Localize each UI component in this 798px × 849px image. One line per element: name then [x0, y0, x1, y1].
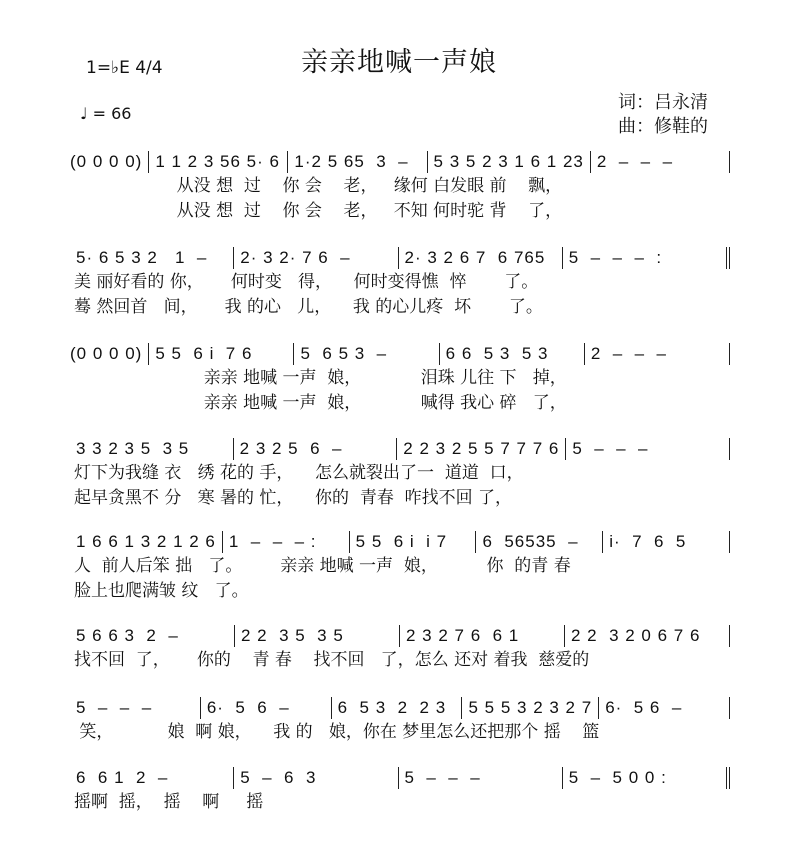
measure: 5 5 6 i i 7: [350, 531, 477, 553]
measure: 6 6 1 2 –: [70, 767, 234, 789]
measure: 2 – – –: [591, 151, 730, 173]
notation-line: [70, 624, 730, 648]
lyric-line: 人 前人后笨 拙 了。 亲亲 地喊 一声 娘， 你 的青 春: [74, 556, 571, 576]
notation-line: [70, 696, 730, 720]
lyric-line: 找不回 了， 你的 青 春 找不回 了，怎么 还对 着我 慈爱的: [74, 650, 590, 670]
notation-line: [70, 530, 730, 554]
lyric-line: 起早贪黑不 分 寒 暑的 忙， 你的 青春 咋找不回 了，: [74, 488, 513, 508]
measure: 5 5 5 3 2 3 2 7: [462, 697, 599, 719]
lyricist-credit: 词：吕永清: [618, 92, 708, 113]
song-title: 亲亲地喊一声娘: [301, 47, 497, 78]
measure: 5 6 5 3 –: [294, 343, 439, 365]
lyric-line: 亲亲 地喊 一声 娘， 泪珠 儿往 下 掉，: [74, 368, 567, 388]
score-system: [70, 624, 730, 673]
measure: 5 – 6 3: [234, 767, 398, 789]
measure: 2 3 2 5 6 –: [234, 438, 398, 460]
notation-line: [70, 246, 730, 270]
score-system: [70, 246, 730, 320]
key-signature: 1=♭E 4/4: [86, 58, 163, 78]
measure: 6 6 5 3 5 3: [440, 343, 585, 365]
score-system: [70, 530, 730, 604]
measure: 6 5 3 2 2 3: [332, 697, 463, 719]
measure: 5 5 6 i 7 6: [149, 343, 294, 365]
measure: 2· 3 2 6 7 6 765: [399, 247, 563, 269]
score-system: [70, 766, 730, 815]
notation-line: [70, 342, 730, 366]
composer-credit: 曲：修鞋的: [618, 116, 708, 137]
measure: 6· 5 6 –: [599, 697, 730, 719]
notation-line: [70, 437, 730, 461]
notation-line: [70, 150, 730, 174]
measure: 5 – – –: [70, 697, 201, 719]
measure: 5 – – –: [566, 438, 730, 460]
measure: 2 2 3 5 3 5: [235, 625, 400, 647]
tempo-marking: ♩ = 66: [80, 104, 132, 123]
measure: 2 – – –: [585, 343, 730, 365]
measure: 5 3 5 2 3 1 6 1 23: [428, 151, 591, 173]
measure: 5 – – –: [399, 767, 563, 789]
lyric-line: 脸上也爬满皱 纹 了。: [74, 581, 249, 601]
measure: 1 6 6 1 3 2 1 2 6: [70, 531, 223, 553]
measure: (0 0 0 0): [70, 151, 149, 173]
measure: 5 – – – :: [563, 247, 730, 269]
measure: 2 2 3 2 5 5 7 7 7 6: [397, 438, 566, 460]
score-system: [70, 437, 730, 511]
measure: 3 3 2 3 5 3 5: [70, 438, 234, 460]
measure: 6 56535 –: [476, 531, 603, 553]
score-system: [70, 696, 730, 745]
notation-line: [70, 766, 730, 790]
lyric-line: 美 丽好看的 你， 何时变 得， 何时变得憔 悴 了。: [74, 272, 539, 292]
measure: i· 7 6 5: [603, 531, 730, 553]
measure: 6· 5 6 –: [201, 697, 332, 719]
measure: 5 – 5 0 0 :: [563, 767, 730, 789]
lyric-line: 蓦 然回首 间， 我 的心 儿， 我 的心儿疼 坏 了。: [74, 297, 543, 317]
lyric-line: 摇啊 摇， 摇 啊 摇: [74, 792, 264, 812]
score-system: [70, 342, 730, 416]
measure: 2 2 3 2 0 6 7 6: [565, 625, 730, 647]
measure: (0 0 0 0): [70, 343, 149, 365]
measure: 2· 3 2· 7 6 –: [234, 247, 398, 269]
lyric-line: 亲亲 地喊 一声 娘， 喊得 我心 碎 了，: [74, 393, 567, 413]
lyric-line: 从没 想 过 你 会 老， 不知 何时驼 背 了，: [74, 201, 563, 221]
measure: 1·2 5 65 3 –: [288, 151, 427, 173]
measure: 2 3 2 7 6 6 1: [400, 625, 565, 647]
lyric-line: 灯下为我缝 衣 绣 花的 手， 怎么就裂出了一 道道 口，: [74, 463, 524, 483]
measure: 5· 6 5 3 2 1 –: [70, 247, 234, 269]
measure: 1 – – – :: [223, 531, 350, 553]
measure: 1 1 2 3 56 5· 6: [149, 151, 288, 173]
measure: 5 6 6 3 2 –: [70, 625, 235, 647]
lyric-line: 从没 想 过 你 会 老， 缘何 白发眼 前 飘，: [74, 176, 563, 196]
score-system: [70, 150, 730, 224]
lyric-line: 笑， 娘 啊 娘， 我 的 娘，你在 梦里怎么还把那个 摇 篮: [74, 722, 600, 742]
